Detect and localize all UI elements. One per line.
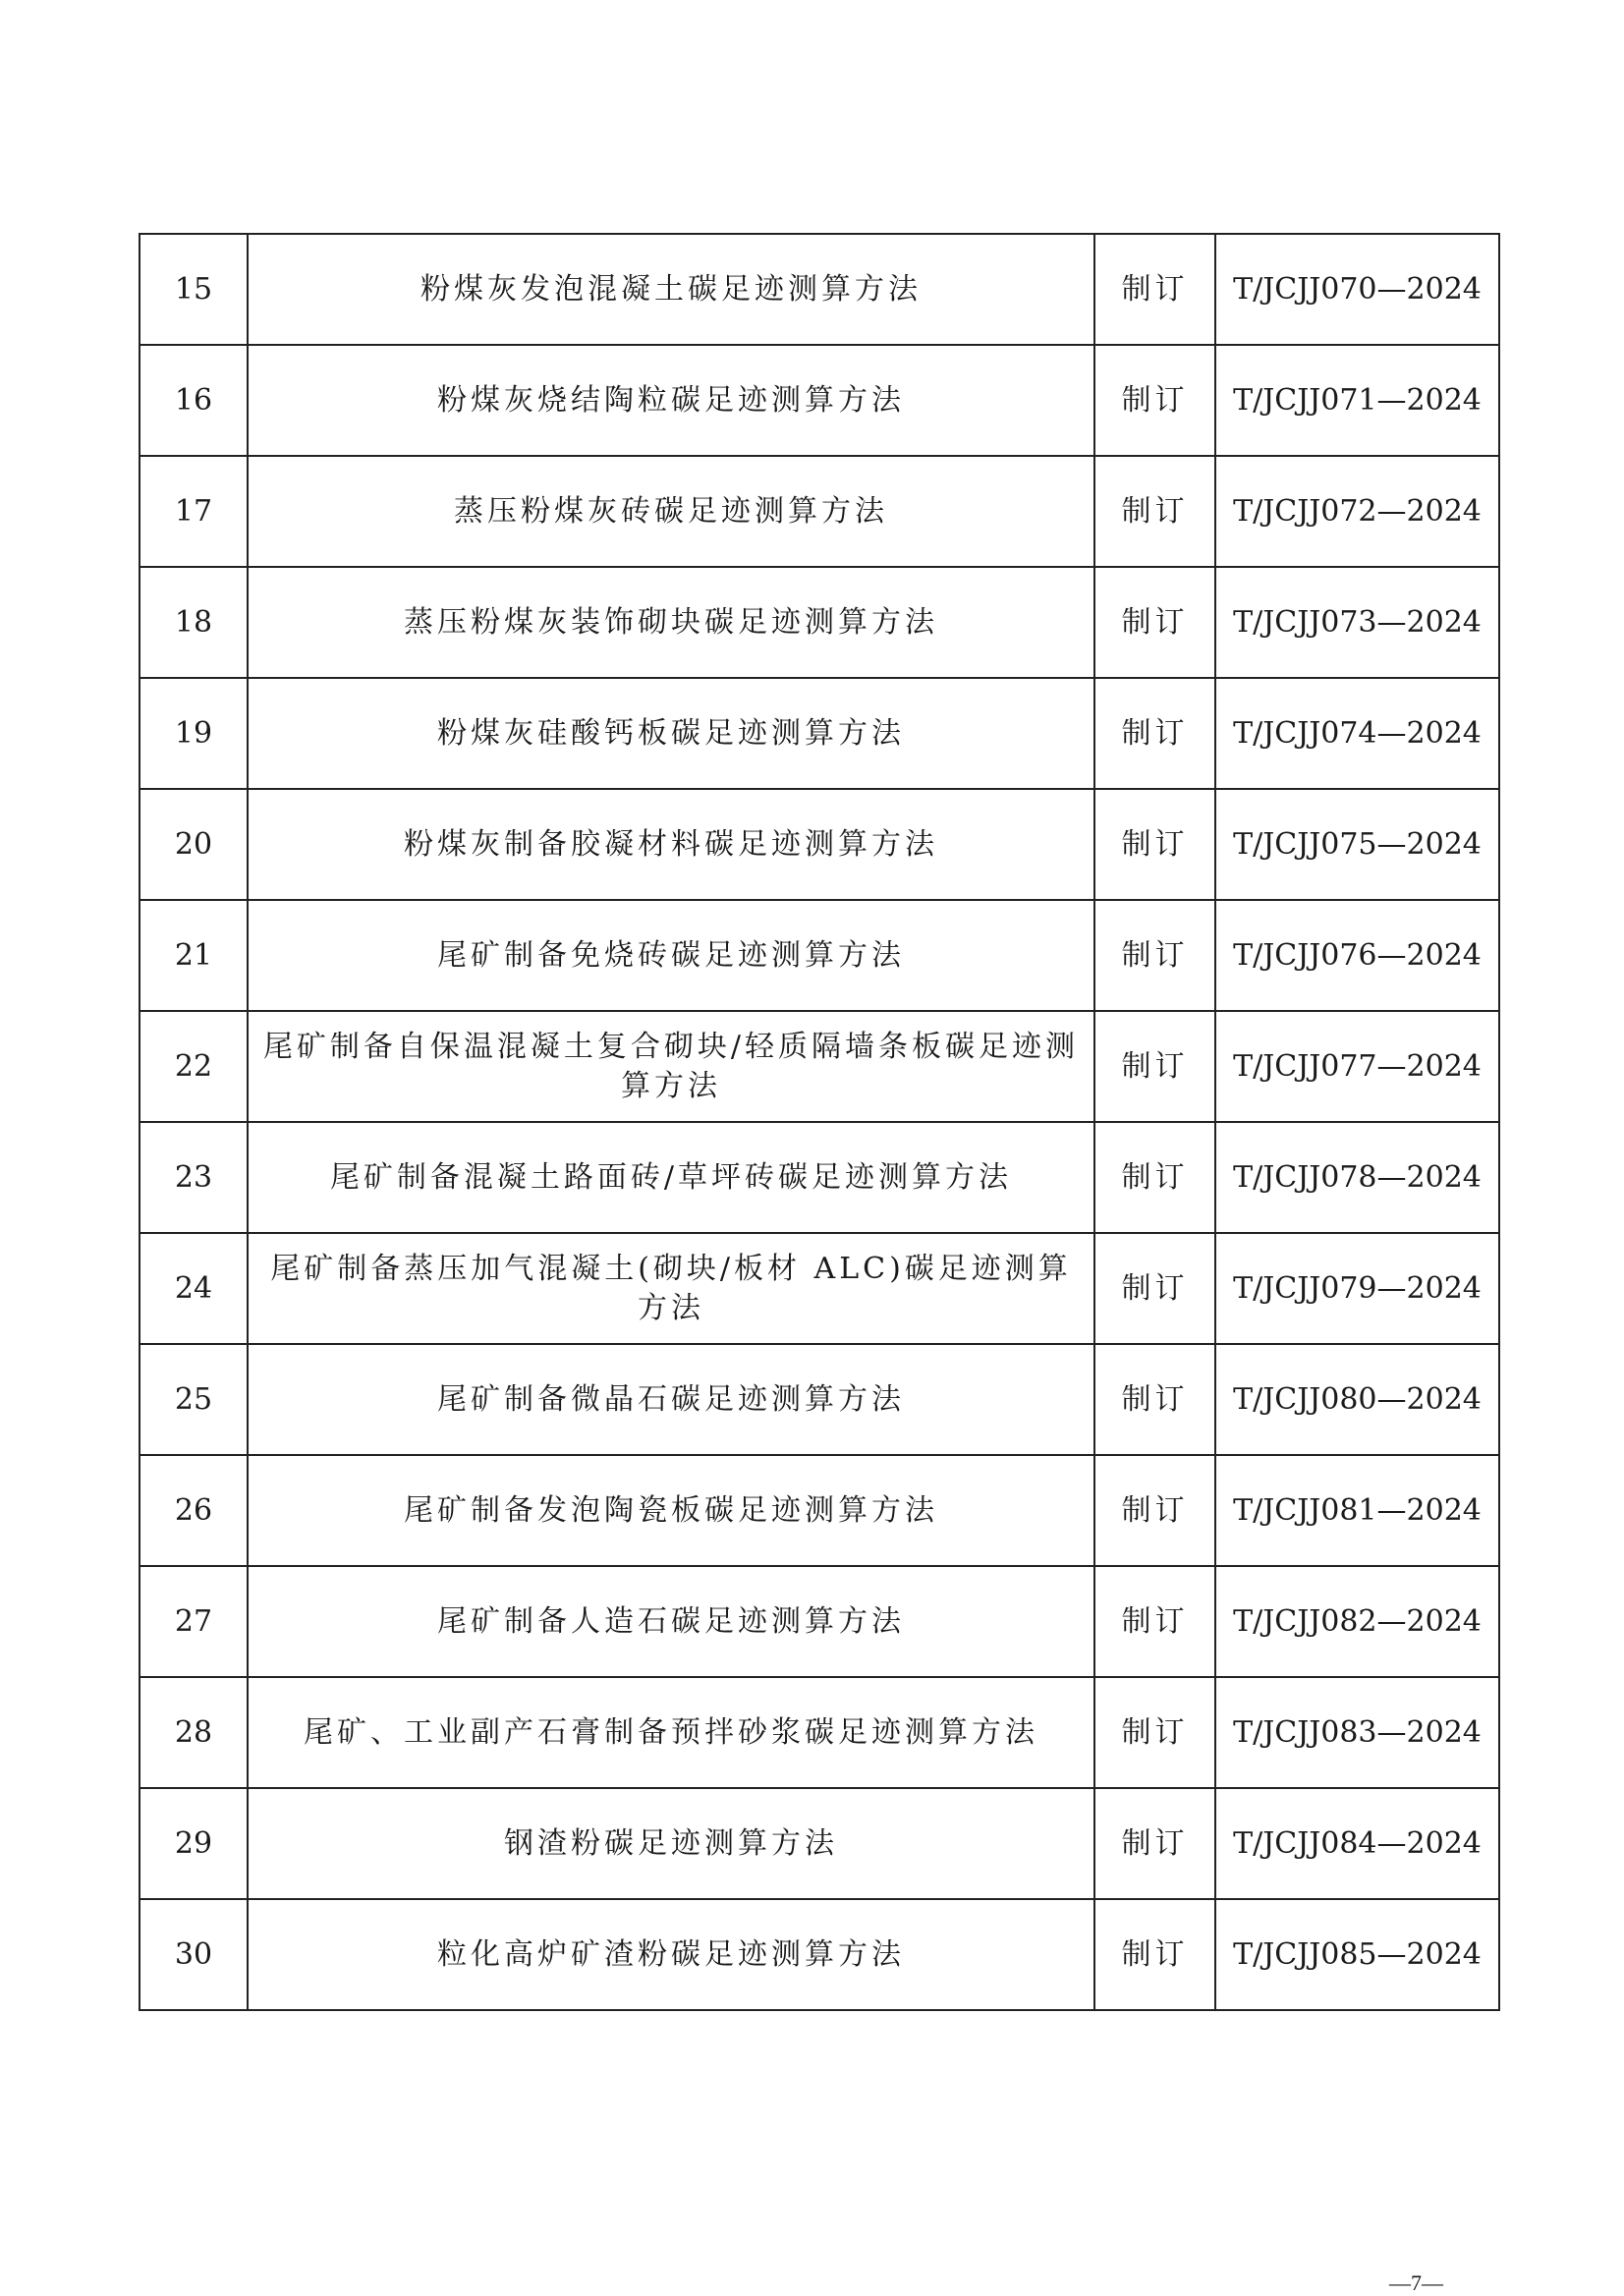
standard-name-cell: 钢渣粉碳足迹测算方法	[248, 1788, 1094, 1899]
project-type-cell: 制订	[1094, 900, 1215, 1011]
row-number-cell: 30	[140, 1899, 248, 2010]
standard-code-cell: T/JCJJ081—2024	[1215, 1455, 1499, 1566]
standard-code-cell: T/JCJJ085—2024	[1215, 1899, 1499, 2010]
standard-code-cell: T/JCJJ071—2024	[1215, 345, 1499, 456]
standard-code-cell: T/JCJJ070—2024	[1215, 234, 1499, 345]
standard-code-cell: T/JCJJ074—2024	[1215, 678, 1499, 789]
standard-name-cell: 尾矿制备免烧砖碳足迹测算方法	[248, 900, 1094, 1011]
row-number-cell: 25	[140, 1344, 248, 1455]
project-type-cell: 制订	[1094, 1788, 1215, 1899]
row-number-cell: 20	[140, 789, 248, 900]
standard-code-cell: T/JCJJ075—2024	[1215, 789, 1499, 900]
standard-name-cell: 蒸压粉煤灰装饰砌块碳足迹测算方法	[248, 567, 1094, 678]
row-number-cell: 15	[140, 234, 248, 345]
standard-code-cell: T/JCJJ082—2024	[1215, 1566, 1499, 1677]
table-row	[140, 345, 1499, 456]
table-row	[140, 456, 1499, 567]
project-type-cell: 制订	[1094, 1122, 1215, 1233]
table-row	[140, 1122, 1499, 1233]
table-row	[140, 234, 1499, 345]
standard-name-cell: 尾矿制备混凝土路面砖/草坪砖碳足迹测算方法	[248, 1122, 1094, 1233]
row-number-cell: 24	[140, 1233, 248, 1344]
row-number-cell: 16	[140, 345, 248, 456]
standards-table	[139, 233, 1500, 2011]
table-row	[140, 1788, 1499, 1899]
project-type-cell: 制订	[1094, 1677, 1215, 1788]
standards-table-body	[140, 234, 1499, 2010]
standard-code-cell: T/JCJJ073—2024	[1215, 567, 1499, 678]
table-row	[140, 567, 1499, 678]
project-type-cell: 制订	[1094, 1233, 1215, 1344]
table-row	[140, 678, 1499, 789]
table-row	[140, 1899, 1499, 2010]
row-number-cell: 18	[140, 567, 248, 678]
table-row	[140, 1677, 1499, 1788]
standard-name-cell: 蒸压粉煤灰砖碳足迹测算方法	[248, 456, 1094, 567]
standard-name-cell: 尾矿制备自保温混凝土复合砌块/轻质隔墙条板碳足迹测算方法	[248, 1011, 1094, 1122]
project-type-cell: 制订	[1094, 345, 1215, 456]
standard-name-cell: 粉煤灰制备胶凝材料碳足迹测算方法	[248, 789, 1094, 900]
standard-code-cell: T/JCJJ083—2024	[1215, 1677, 1499, 1788]
standard-name-cell: 粒化高炉矿渣粉碳足迹测算方法	[248, 1899, 1094, 2010]
standard-code-cell: T/JCJJ072—2024	[1215, 456, 1499, 567]
row-number-cell: 19	[140, 678, 248, 789]
table-row	[140, 1233, 1499, 1344]
project-type-cell: 制订	[1094, 678, 1215, 789]
project-type-cell: 制订	[1094, 234, 1215, 345]
project-type-cell: 制订	[1094, 1455, 1215, 1566]
table-row	[140, 1566, 1499, 1677]
standard-name-cell: 粉煤灰烧结陶粒碳足迹测算方法	[248, 345, 1094, 456]
standard-name-cell: 尾矿制备蒸压加气混凝土(砌块/板材 ALC)碳足迹测算方法	[248, 1233, 1094, 1344]
row-number-cell: 28	[140, 1677, 248, 1788]
standard-code-cell: T/JCJJ080—2024	[1215, 1344, 1499, 1455]
standard-name-cell: 尾矿制备人造石碳足迹测算方法	[248, 1566, 1094, 1677]
project-type-cell: 制订	[1094, 789, 1215, 900]
row-number-cell: 23	[140, 1122, 248, 1233]
standard-name-cell: 粉煤灰发泡混凝土碳足迹测算方法	[248, 234, 1094, 345]
row-number-cell: 21	[140, 900, 248, 1011]
row-number-cell: 22	[140, 1011, 248, 1122]
project-type-cell: 制订	[1094, 1011, 1215, 1122]
standard-name-cell: 尾矿制备微晶石碳足迹测算方法	[248, 1344, 1094, 1455]
project-type-cell: 制订	[1094, 456, 1215, 567]
project-type-cell: 制订	[1094, 1566, 1215, 1677]
standard-code-cell: T/JCJJ077—2024	[1215, 1011, 1499, 1122]
table-row	[140, 900, 1499, 1011]
row-number-cell: 27	[140, 1566, 248, 1677]
standard-name-cell: 粉煤灰硅酸钙板碳足迹测算方法	[248, 678, 1094, 789]
table-row	[140, 1455, 1499, 1566]
page-number: —7—	[1389, 2270, 1443, 2295]
row-number-cell: 26	[140, 1455, 248, 1566]
standard-name-cell: 尾矿、工业副产石膏制备预拌砂浆碳足迹测算方法	[248, 1677, 1094, 1788]
row-number-cell: 29	[140, 1788, 248, 1899]
table-row	[140, 1344, 1499, 1455]
standard-code-cell: T/JCJJ084—2024	[1215, 1788, 1499, 1899]
project-type-cell: 制订	[1094, 1344, 1215, 1455]
project-type-cell: 制订	[1094, 1899, 1215, 2010]
project-type-cell: 制订	[1094, 567, 1215, 678]
standard-code-cell: T/JCJJ078—2024	[1215, 1122, 1499, 1233]
standard-code-cell: T/JCJJ076—2024	[1215, 900, 1499, 1011]
table-row	[140, 1011, 1499, 1122]
row-number-cell: 17	[140, 456, 248, 567]
standard-code-cell: T/JCJJ079—2024	[1215, 1233, 1499, 1344]
table-row	[140, 789, 1499, 900]
standard-name-cell: 尾矿制备发泡陶瓷板碳足迹测算方法	[248, 1455, 1094, 1566]
